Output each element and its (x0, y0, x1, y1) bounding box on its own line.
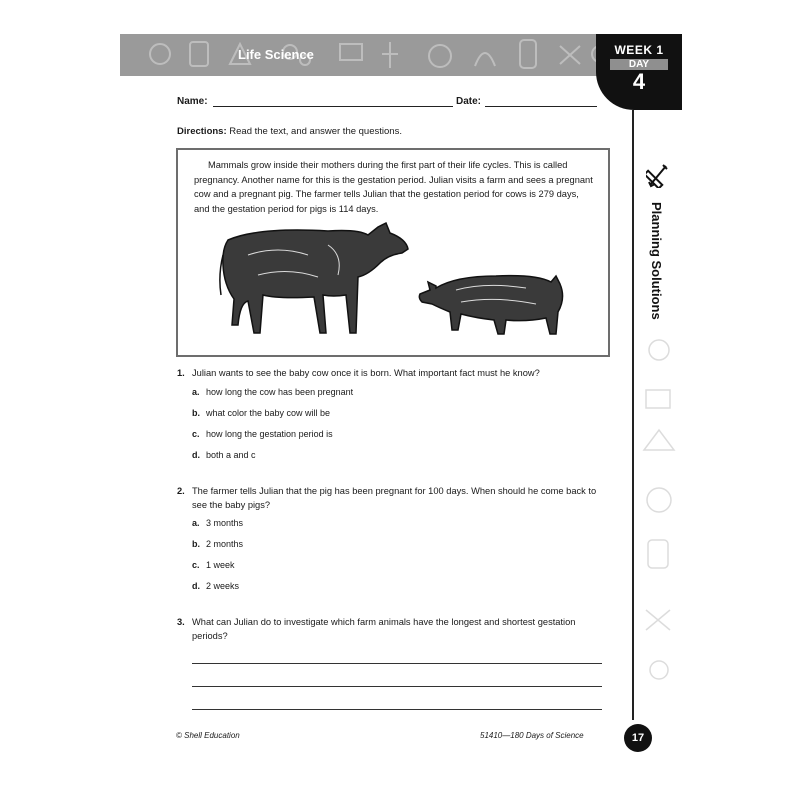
question-number: 3. (177, 617, 185, 627)
question-text: Julian wants to see the baby cow once it is born. What important fact must he know? (192, 368, 540, 378)
question-3 (177, 615, 597, 643)
footer-copyright: © Shell Education (176, 731, 240, 740)
answer-line-3[interactable] (192, 709, 602, 710)
option-letter: b. (192, 408, 200, 418)
header-band (120, 34, 618, 76)
question-number: 1. (177, 368, 185, 378)
reading-passage-box (176, 148, 610, 357)
footer-book-title: 51410—180 Days of Science (480, 731, 584, 740)
option-letter: c. (192, 429, 200, 439)
day-number: 4 (632, 69, 646, 94)
q1-option-d[interactable] (192, 450, 256, 460)
option-text: 2 months (206, 539, 244, 549)
answer-line-1[interactable] (192, 663, 602, 664)
q2-option-a[interactable] (192, 518, 243, 528)
doodle-pattern (120, 34, 618, 76)
option-letter: b. (192, 539, 200, 549)
cow-illustration (218, 215, 413, 340)
option-text: both a and c (206, 450, 256, 460)
q1-option-c[interactable] (192, 429, 333, 439)
option-letter: d. (192, 450, 200, 460)
week-label: WEEK 1 (614, 43, 664, 57)
option-text: 2 weeks (206, 581, 240, 591)
date-field[interactable] (485, 106, 597, 107)
option-letter: a. (192, 518, 200, 528)
side-section-label: Planning Solutions (649, 202, 664, 320)
q1-option-b[interactable] (192, 408, 330, 418)
section-title: Life Science (238, 47, 314, 62)
q2-option-b[interactable] (192, 539, 243, 549)
option-text: how long the gestation period is (206, 429, 333, 439)
directions-prefix: Directions: (177, 126, 227, 137)
date-label: Date: (456, 96, 482, 107)
option-text: 1 week (206, 560, 235, 570)
day-label: DAY (610, 59, 668, 70)
pig-illustration (416, 268, 566, 338)
option-letter: d. (192, 581, 200, 591)
question-number: 2. (177, 486, 185, 496)
q1-option-a[interactable] (192, 387, 353, 397)
option-text: 3 months (206, 518, 244, 528)
option-text: how long the cow has been pregnant (206, 387, 354, 397)
answer-line-2[interactable] (192, 686, 602, 687)
directions-text: Read the text, and answer the questions. (226, 126, 402, 137)
q2-option-d[interactable] (192, 581, 239, 591)
option-letter: c. (192, 560, 200, 570)
question-text: What can Julian do to investigate which farm animals have the longest and shortest gestation periods? (192, 617, 576, 641)
week-day-tab (596, 34, 682, 110)
q2-option-c[interactable] (192, 560, 235, 570)
option-text: what color the baby cow will be (206, 408, 331, 418)
side-doodle-pattern (634, 330, 684, 710)
pencil-ruler-cross-icon (646, 162, 670, 188)
question-1 (177, 366, 597, 380)
name-field[interactable] (213, 106, 453, 107)
option-letter: a. (192, 387, 200, 397)
page-number: 17 (624, 724, 652, 752)
reading-passage: Mammals grow inside their mothers during the first part of their life cycles. This is called pregnancy. Another name for this is the gestation period. Julian visits a farm and sees a pregnant cow and a pregnant pig. The farmer tells Julian that the gestation period for cows is 279 days, and the gestation period for pigs is 114 days. (194, 160, 593, 214)
name-label: Name: (177, 96, 208, 107)
directions (177, 126, 402, 137)
question-text: The farmer tells Julian that the pig has been pregnant for 100 days. When should he come back to see the baby pigs? (192, 486, 597, 510)
question-2 (177, 484, 597, 512)
